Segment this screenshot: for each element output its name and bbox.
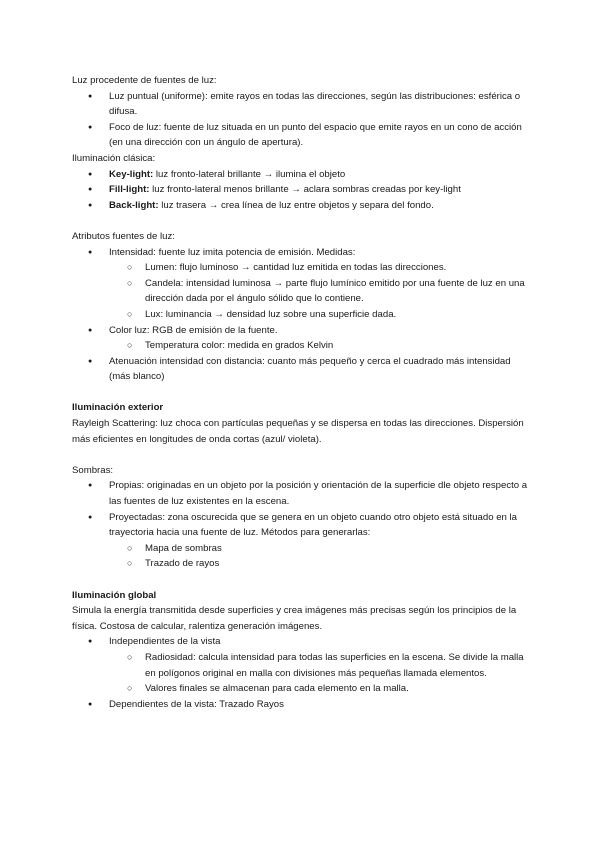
list-item: ● Independientes de la vista (72, 634, 528, 650)
section-heading-exterior: Iluminación exterior (72, 402, 164, 414)
list-item (72, 198, 528, 214)
spacer (72, 572, 528, 588)
sub-list-item: ○ Candela: intensidad luminosa → parte flujo lumínico emitido por una fuente de luz en una dirección dada por el ángulo sólido que lo contiene. (72, 276, 528, 307)
term-desc: luz trasera → crea línea de luz entre objetos y separa del fondo. (158, 199, 434, 211)
spacer (72, 213, 528, 229)
section-heading-sombras: Sombras: (72, 464, 114, 476)
list-item: ● Dependientes de la vista: Trazado Rayos (72, 697, 528, 713)
document-page (72, 73, 528, 712)
spacer (72, 385, 528, 401)
list-item: ● Foco de luz: fuente de luz situada en un punto del espacio que emite rayos en un cono de acción (en una dirección con un ángulo de apertura). (72, 120, 528, 151)
sub-list-item: ○ Trazado de rayos (72, 556, 528, 572)
exterior-text: Rayleigh Scattering: luz choca con partículas pequeñas y se dispersa en todas las direcciones. Dispersión más eficientes en longitudes de onda cortas (azul/ violeta). (72, 418, 524, 445)
list-item (72, 167, 528, 183)
section-heading-atributos: Atributos fuentes de luz: (72, 230, 175, 242)
clasica-list (72, 167, 528, 214)
sub-list-item: ○ Mapa de sombras (72, 541, 528, 557)
term-fill-light: Fill-light: (109, 184, 150, 196)
atributos-list (72, 245, 528, 385)
fuentes-list (72, 89, 528, 151)
list-item: ● Atenuación intensidad con distancia: cuanto más pequeño y cerca el cuadrado más intensidad (más blanco) (72, 354, 528, 385)
global-text: Simula la energía transmitida desde superficies y crea imágenes más precisas según los principios de la física. Costosa de calcular, ralentiza generación imágenes. (72, 605, 517, 632)
term-desc: luz fronto-lateral menos brillante → aclara sombras creadas por key-light (149, 184, 461, 196)
list-item: ● Intensidad: fuente luz imita potencia de emisión. Medidas: (72, 245, 528, 261)
list-item: ● Propias: originadas en un objeto por la posición y orientación de la superficie dle objeto respecto a las fuentes de luz existentes en la escena. (72, 478, 528, 509)
section-heading-global: Iluminación global (72, 589, 157, 601)
section-heading-clasica: Iluminación clásica: (72, 152, 156, 164)
spacer (72, 447, 528, 463)
sub-list-item: ○ Temperatura color: medida en grados Kelvin (72, 338, 528, 354)
sub-list-item: ○ Lumen: flujo luminoso → cantidad luz emitida en todas las direcciones. (72, 260, 528, 276)
sub-list-item: ○ Valores finales se almacenan para cada elemento en la malla. (72, 681, 528, 697)
term-back-light: Back-light: (109, 199, 159, 211)
list-item: ● Color luz: RGB de emisión de la fuente. (72, 323, 528, 339)
sombras-list (72, 478, 528, 572)
term-desc: luz fronto-lateral brillante → ilumina el objeto (153, 168, 346, 180)
global-list (72, 634, 528, 712)
list-item (72, 182, 528, 198)
section-heading-fuentes: Luz procedente de fuentes de luz: (72, 75, 217, 86)
list-item: ● Luz puntual (uniforme): emite rayos en todas las direcciones, según las distribuciones: esférica o difusa. (72, 89, 528, 120)
sub-list-item: ○ Lux: luminancia → densidad luz sobre una superficie dada. (72, 307, 528, 323)
term-key-light: Key-light: (109, 168, 154, 180)
list-item: ● Proyectadas: zona oscurecida que se genera en un objeto cuando otro objeto está situado en la trayectoria hacia una fuente de luz. Métodos para generarlas: (72, 510, 528, 541)
sub-list-item: ○ Radiosidad: calcula intensidad para todas las superficies en la escena. Se divide la malla en polígonos original en malla con divisiones más pequeñas llamada elementos. (72, 650, 528, 681)
